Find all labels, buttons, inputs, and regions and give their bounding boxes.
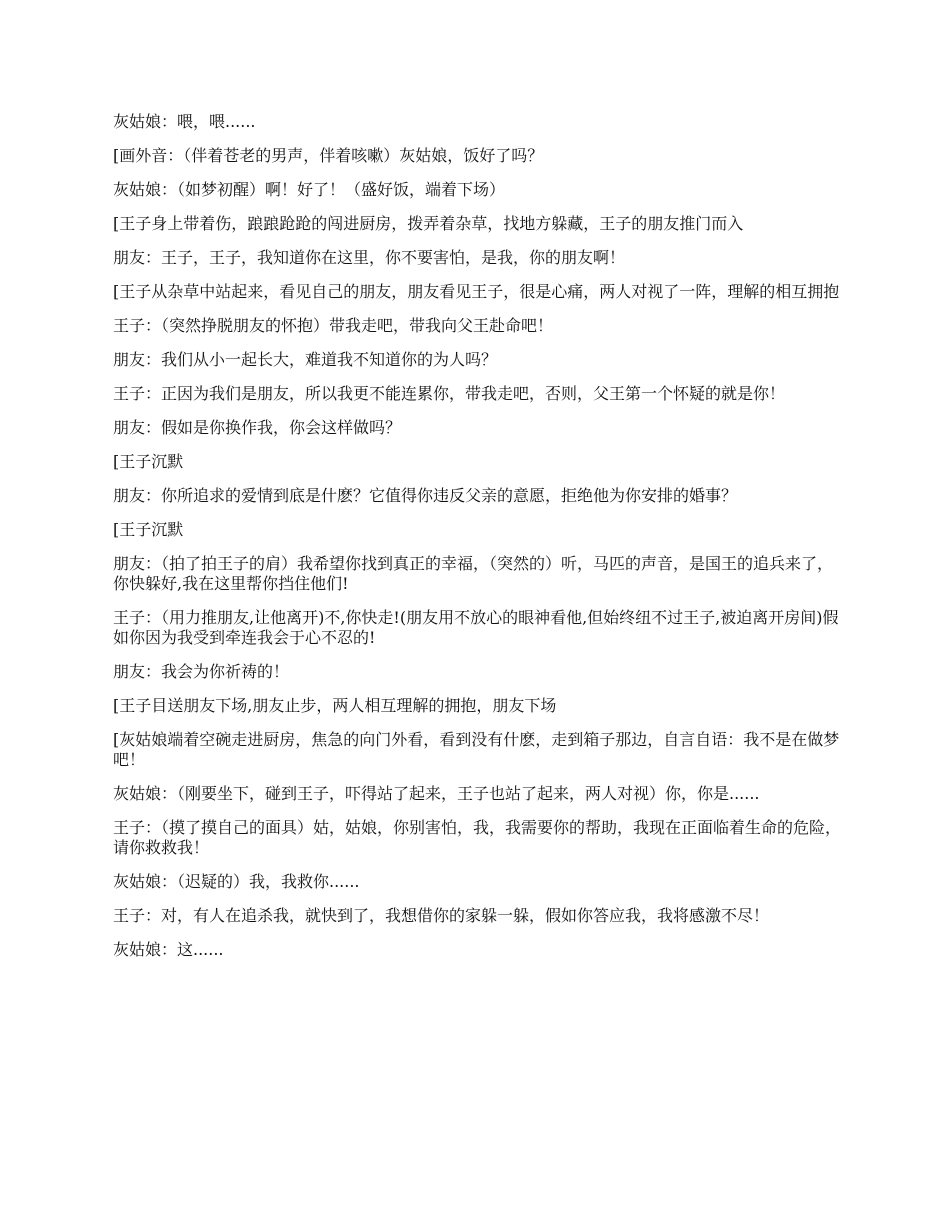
paragraph-1: 灰姑娘：喂，喂...... — [113, 112, 256, 131]
paragraph-13: [王子沉默 — [113, 520, 184, 539]
paragraph-8: 朋友：我们从小一起长大，难道我不知道你的为人吗？ — [113, 350, 498, 369]
paragraph-19: 灰姑娘：（刚要坐下，碰到王子，吓得站了起来，王子也站了起来，两人对视）你，你是...... — [113, 784, 760, 803]
paragraph-7: 王子：（突然挣脱朋友的怀抱）带我走吧，带我向父王赴命吧！ — [113, 316, 554, 335]
paragraph-17: [王子目送朋友下场,朋友止步，两人相互理解的拥抱，朋友下场 — [113, 696, 557, 715]
paragraph-11: [王子沉默 — [113, 452, 184, 471]
paragraph-14: 朋友：（拍了拍王子的肩）我希望你找到真正的幸福，（突然的）听，马匹的声音，是国王的追兵来了，你快躲好,我在这里帮你挡住他们! — [113, 554, 834, 593]
paragraph-22: 王子：对，有人在追杀我，就快到了，我想借你的家躲一躲，假如你答应我，我将感激不尽！ — [113, 906, 770, 925]
document-body — [113, 112, 841, 974]
paragraph-4: [王子身上带着伤，踉踉跄跄的闯进厨房，拨弄着杂草，找地方躲藏，王子的朋友推门而入 — [113, 214, 744, 233]
paragraph-20: 王子：（摸了摸自己的面具）姑，姑娘，你别害怕，我，我需要你的帮助，我现在正面临着生命的危险，请你救救我！ — [113, 818, 842, 857]
paragraph-16: 朋友：我会为你祈祷的！ — [113, 662, 290, 681]
paragraph-9: 王子：正因为我们是朋友，所以我更不能连累你，带我走吧，否则，父王第一个怀疑的就是你！ — [113, 384, 786, 403]
paragraph-10: 朋友：假如是你换作我，你会这样做吗？ — [113, 418, 402, 437]
paragraph-21: 灰姑娘：（迟疑的）我，我救你...... — [113, 872, 360, 891]
paragraph-2: [画外音：（伴着苍老的男声，伴着咳嗽）灰姑娘，饭好了吗？ — [113, 146, 544, 165]
paragraph-18: [灰姑娘端着空碗走进厨房，焦急的向门外看，看到没有什麽，走到箱子那边，自言自语：我不是在做梦吧！ — [113, 730, 840, 769]
paragraph-3: 灰姑娘：（如梦初醒）啊！好了！（盛好饭，端着下场） — [113, 180, 506, 199]
paragraph-15: 王子：（用力推朋友,让他离开)不,你快走!(朋友用不放心的眼神看他,但始终纽不过王子,被迫离开房间)假如你因为我受到牵连我会于心不忍的! — [113, 608, 839, 647]
paragraph-23: 灰姑娘：这...... — [113, 940, 224, 959]
paragraph-12: 朋友：你所追求的爱情到底是什麽？它值得你违反父亲的意愿，拒绝他为你安排的婚事？ — [113, 486, 738, 505]
paragraph-6: [王子从杂草中站起来，看见自己的朋友，朋友看见王子，很是心痛，两人对视了一阵，理解的相互拥抱 — [113, 282, 840, 301]
paragraph-5: 朋友：王子，王子，我知道你在这里，你不要害怕，是我，你的朋友啊！ — [113, 248, 626, 267]
